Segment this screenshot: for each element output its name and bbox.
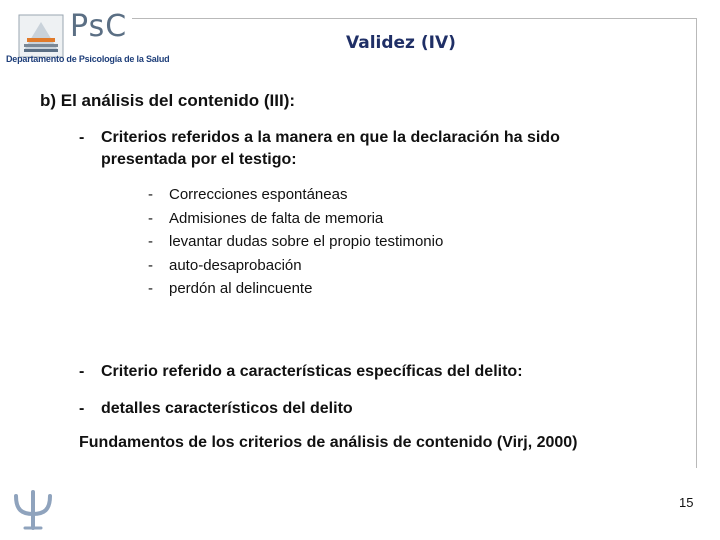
bullet-dash: - <box>148 186 153 203</box>
page-number: 15 <box>679 495 694 510</box>
bullet-dash: - <box>148 233 153 250</box>
criterion-item <box>79 127 639 171</box>
psc-logo-icon <box>18 14 64 58</box>
department-name: Departamento de Psicología de la Salud <box>6 54 170 64</box>
slide-title: Validez (IV) <box>346 33 456 53</box>
bullet-dash: - <box>148 280 153 297</box>
psi-symbol-icon <box>10 486 56 532</box>
criterion-item <box>79 361 639 383</box>
bullet-dash: - <box>79 129 85 146</box>
bullet-dash: - <box>148 209 153 227</box>
criterion-item <box>79 398 639 420</box>
list-item-text: perdón al delincuente <box>169 280 313 297</box>
frame-top-line <box>132 18 697 19</box>
criterion-text: detalles característicos del delito <box>101 400 353 417</box>
criterion-text: Criterio referido a características específicas del delito: <box>101 363 523 380</box>
list-item-text: Correcciones espontáneas <box>169 186 348 203</box>
list-item-text: Admisiones de falta de memoria <box>169 209 384 227</box>
logo-text: PsC <box>70 9 128 44</box>
bullet-dash: - <box>79 400 85 417</box>
frame-right-line <box>696 18 697 468</box>
criterion-text: Criterios referidos a la manera en que la declaración ha sido presentada por el testigo: <box>101 129 560 168</box>
bullet-dash: - <box>148 256 153 274</box>
list-item-text: levantar dudas sobre el propio testimonio <box>169 233 444 250</box>
bullet-dash: - <box>79 363 85 380</box>
section-heading: b) El análisis del contenido (III): <box>40 91 296 110</box>
list-item-text: auto-desaprobación <box>169 256 302 274</box>
footer-reference: Fundamentos de los criterios de análisis de contenido (Virj, 2000) <box>79 434 578 451</box>
